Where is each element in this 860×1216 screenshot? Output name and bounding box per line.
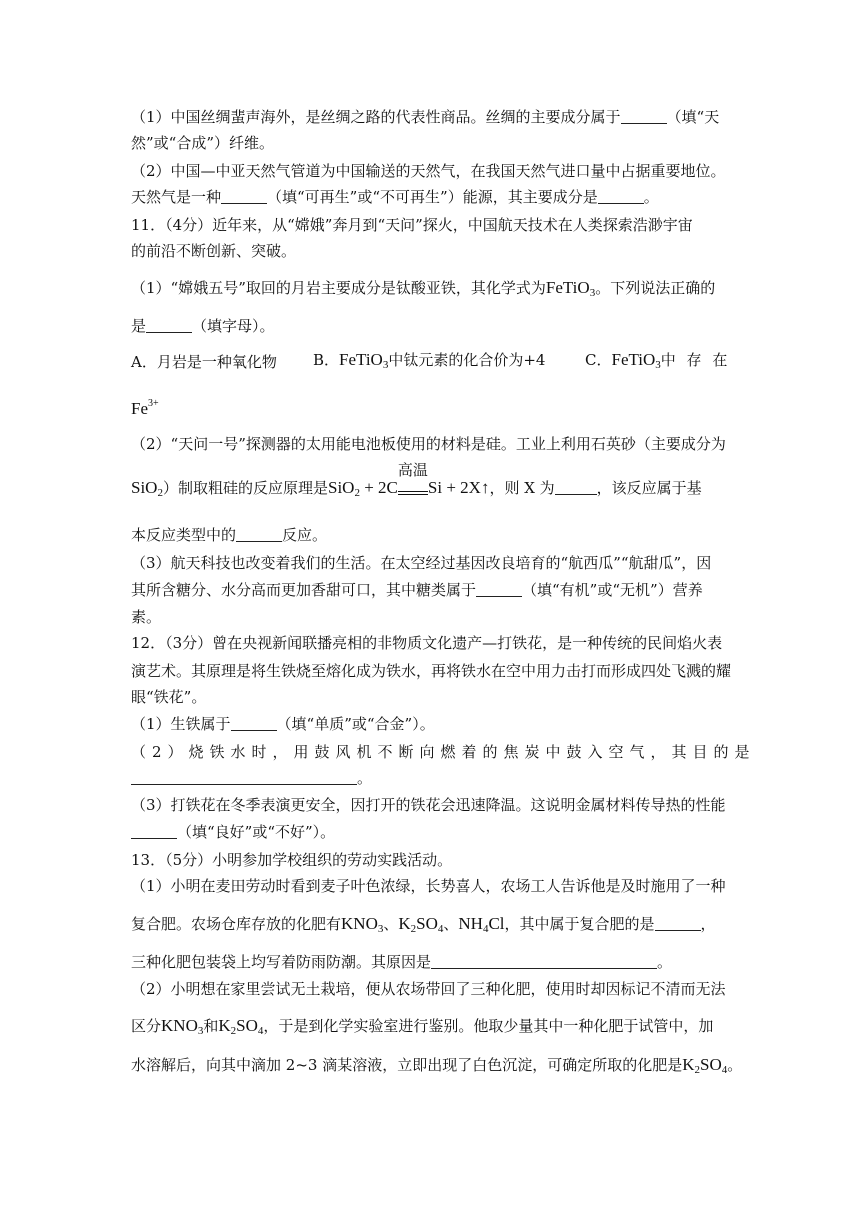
text: ，其中属于复合肥的是 <box>504 915 655 933</box>
formula-kno3: $KNO_3$ <box>341 914 384 935</box>
text: （填字母）。 <box>192 317 275 335</box>
q11-heading-line2 <box>131 241 296 261</box>
formula-k2so4: $K_2SO_4$ <box>682 1055 728 1076</box>
answer-blank <box>231 716 277 731</box>
text: （填“有机”或“无机”）营养 <box>522 581 703 599</box>
text: 素。 <box>131 608 162 626</box>
question-heading: 11．（4分）近年来，从“嫦娥”奔月到“天问”探火，中国航天技术在人类探索浩渺宇宙 <box>131 216 693 234</box>
q13-part2-line3: 水溶解后，向其中滴加 2~3 滴某溶液，立即出现了白色沉淀，可确定所取的化肥是$K_2SO_4$。 <box>131 1055 743 1076</box>
q13-part1-line2: 复合肥。农场仓库存放的化肥有$KNO_3$、$K_2SO_4$、$NH_4Cl$，其中属于复合肥的是 ， <box>131 914 716 935</box>
q12-part3-line1 <box>131 795 726 815</box>
text: （2）“天问一号”探测器的太用能电池板使用的材料是硅。工业上利用石英砂（主要成分为 <box>131 435 726 453</box>
text: 天然气是一种 <box>131 188 222 206</box>
text: 然”或“合成”）纤维。 <box>131 134 275 152</box>
text: （填“良好”或“不好”）。 <box>177 823 336 841</box>
formula-fetio3: FeTiO$_3$ <box>339 350 389 371</box>
q11-option-c-ion: $Fe^{3+}$ <box>131 398 159 418</box>
q11-heading-line1 <box>131 215 693 235</box>
text: （填“天 <box>666 108 720 126</box>
text: ，该反应属于基 <box>596 479 702 497</box>
text: （1）“嫦娥五号”取回的月岩主要成分是钛酸亚铁，其化学式为 <box>131 279 546 297</box>
question-heading: 12．（3分）曾在央视新闻联播亮相的非物质文化遗产—打铁花，是一种传统的民间焰火表 <box>131 634 723 652</box>
q12-part3-line2 <box>131 822 335 842</box>
text: （填“可再生”或“不可再生”）能源，其主要成分是 <box>267 188 598 206</box>
answer-blank <box>621 109 667 124</box>
formula-fetio3: FeTiO$_3$ <box>545 278 596 299</box>
text: 本反应类型中的 <box>131 526 237 544</box>
q11-option-b: B．FeTiO$_3$中钛元素的化合价为+4 <box>313 350 546 371</box>
text: 区分 <box>131 1017 162 1035</box>
formula-fetio3: FeTiO$_3$ <box>611 350 661 371</box>
answer-blank <box>598 189 644 204</box>
q13-part2-line1 <box>131 979 726 999</box>
text: ）制取粗硅的反应原理是 <box>162 479 328 497</box>
text: ，于是到化学实验室进行鉴别。他取少量其中一种化肥于试管中，加 <box>263 1017 714 1035</box>
text: 三种化肥包装袋上均写着防雨防潮。其原因是 <box>131 953 432 971</box>
q11-part2-line3 <box>131 525 327 545</box>
text: （3）航天科技也改变着我们的生活。在太空经过基因改良培育的“航西瓜”“航甜瓜”，因 <box>131 554 712 572</box>
q13-heading <box>131 850 452 870</box>
q11-part3-line3 <box>131 607 161 627</box>
text: （1）中国丝绸蜚声海外，是丝绸之路的代表性商品。丝绸的主要成分属于 <box>131 108 621 126</box>
text: （1）小明在麦田劳动时看到麦子叶色浓绿，长势喜人，农场工人告诉他是及时施用了一种 <box>131 877 726 895</box>
q11-part3-line2 <box>131 580 703 600</box>
q13-part1-line1 <box>131 876 726 896</box>
answer-blank <box>146 318 192 333</box>
text: 。 <box>643 188 659 206</box>
q13-part2-line2: 区分$KNO_3$和$K_2SO_4$，于是到化学实验室进行鉴别。他取少量其中一种化肥于试管中，加 <box>131 1016 714 1037</box>
answer-blank <box>236 527 282 542</box>
formula-k2so4: $K_2SO_4$ <box>398 914 444 935</box>
text: ，则 X 为 <box>489 479 555 497</box>
q11-option-a <box>131 352 277 372</box>
q11-part1-line2 <box>131 316 275 336</box>
q13-part1-line3: 三种化肥包装袋上均写着防雨防潮。其原因是 。 <box>131 953 673 971</box>
q10-part1-line1 <box>131 107 719 127</box>
text: 眼“铁花”。 <box>131 688 207 706</box>
answer-blank <box>655 916 701 931</box>
text: 演艺术。其原理是将生铁烧至熔化成为铁水，再将铁水在空中用力击打而形成四处飞溅的耀 <box>131 662 732 680</box>
reaction-equation: SiO$_2$ + 2C 高温 Si + 2X↑ <box>327 463 490 499</box>
answer-blank <box>431 954 657 969</box>
equals-sign-with-condition: 高温 <box>398 485 428 495</box>
answer-blank <box>131 770 357 785</box>
text: 其所含糖分、水分高而更加香甜可口，其中糖类属于 <box>131 581 477 599</box>
q11-part2-line1 <box>131 434 726 454</box>
q10-part2-line2 <box>131 187 659 207</box>
q12-heading-line1 <box>131 633 722 653</box>
text: （填“单质”或“合金”）。 <box>276 715 435 733</box>
text: （3）打铁花在冬季表演更安全，因打开的铁花会迅速降温。这说明金属材料传导热的性能 <box>131 796 726 814</box>
q12-part2-line2 <box>131 768 372 788</box>
q12-part1 <box>131 714 435 734</box>
up-arrow-icon: ↑ <box>480 478 490 497</box>
question-heading: 13．（5分）小明参加学校组织的劳动实践活动。 <box>131 851 453 869</box>
text: 。下列说法正确的 <box>595 279 716 297</box>
formula-nh4cl: $NH_4Cl$ <box>458 914 505 935</box>
q10-part1-line2 <box>131 133 274 153</box>
q11-option-c: C．FeTiO$_3$中 存 在 <box>585 350 731 371</box>
q11-part1-line1 <box>131 278 715 298</box>
text: 的前沿不断创新、突破。 <box>131 242 297 260</box>
q11-part3-line1 <box>131 553 711 573</box>
text: （2）烧铁水时，用鼓风机不断向燃着的焦炭中鼓入空气，其目的是 <box>131 743 756 761</box>
answer-blank <box>221 189 267 204</box>
answer-blank <box>131 824 177 839</box>
text: 是 <box>131 317 147 335</box>
text: （1）生铁属于 <box>131 715 231 733</box>
text: 反应。 <box>282 526 328 544</box>
answer-blank <box>555 480 597 495</box>
formula-sio2: SiO$_2$ <box>131 478 163 499</box>
formula-kno3: $KNO_3$ <box>161 1016 204 1037</box>
text: 。 <box>357 769 373 787</box>
answer-blank <box>476 582 522 597</box>
text: 复合肥。农场仓库存放的化肥有 <box>131 915 342 933</box>
q10-part2-line1 <box>131 161 726 181</box>
q12-heading-line3 <box>131 687 206 707</box>
q11-part2-line2 <box>131 463 702 499</box>
text: 水溶解后，向其中滴加 2~3 滴某溶液，立即出现了白色沉淀，可确定所取的化肥是 <box>131 1056 683 1074</box>
option-a: A．月岩是一种氧化物 <box>131 353 277 371</box>
formula-k2so4: $K_2SO_4$ <box>218 1016 264 1037</box>
q12-part2-line1 <box>131 742 756 762</box>
q12-heading-line2 <box>131 661 731 681</box>
text: （2）小明想在家里尝试无土栽培，便从农场带回了三种化肥，使用时却因标记不清而无法 <box>131 980 726 998</box>
text: （2）中国—中亚天然气管道为中国输送的天然气，在我国天然气进口量中占据重要地位。 <box>131 162 726 180</box>
